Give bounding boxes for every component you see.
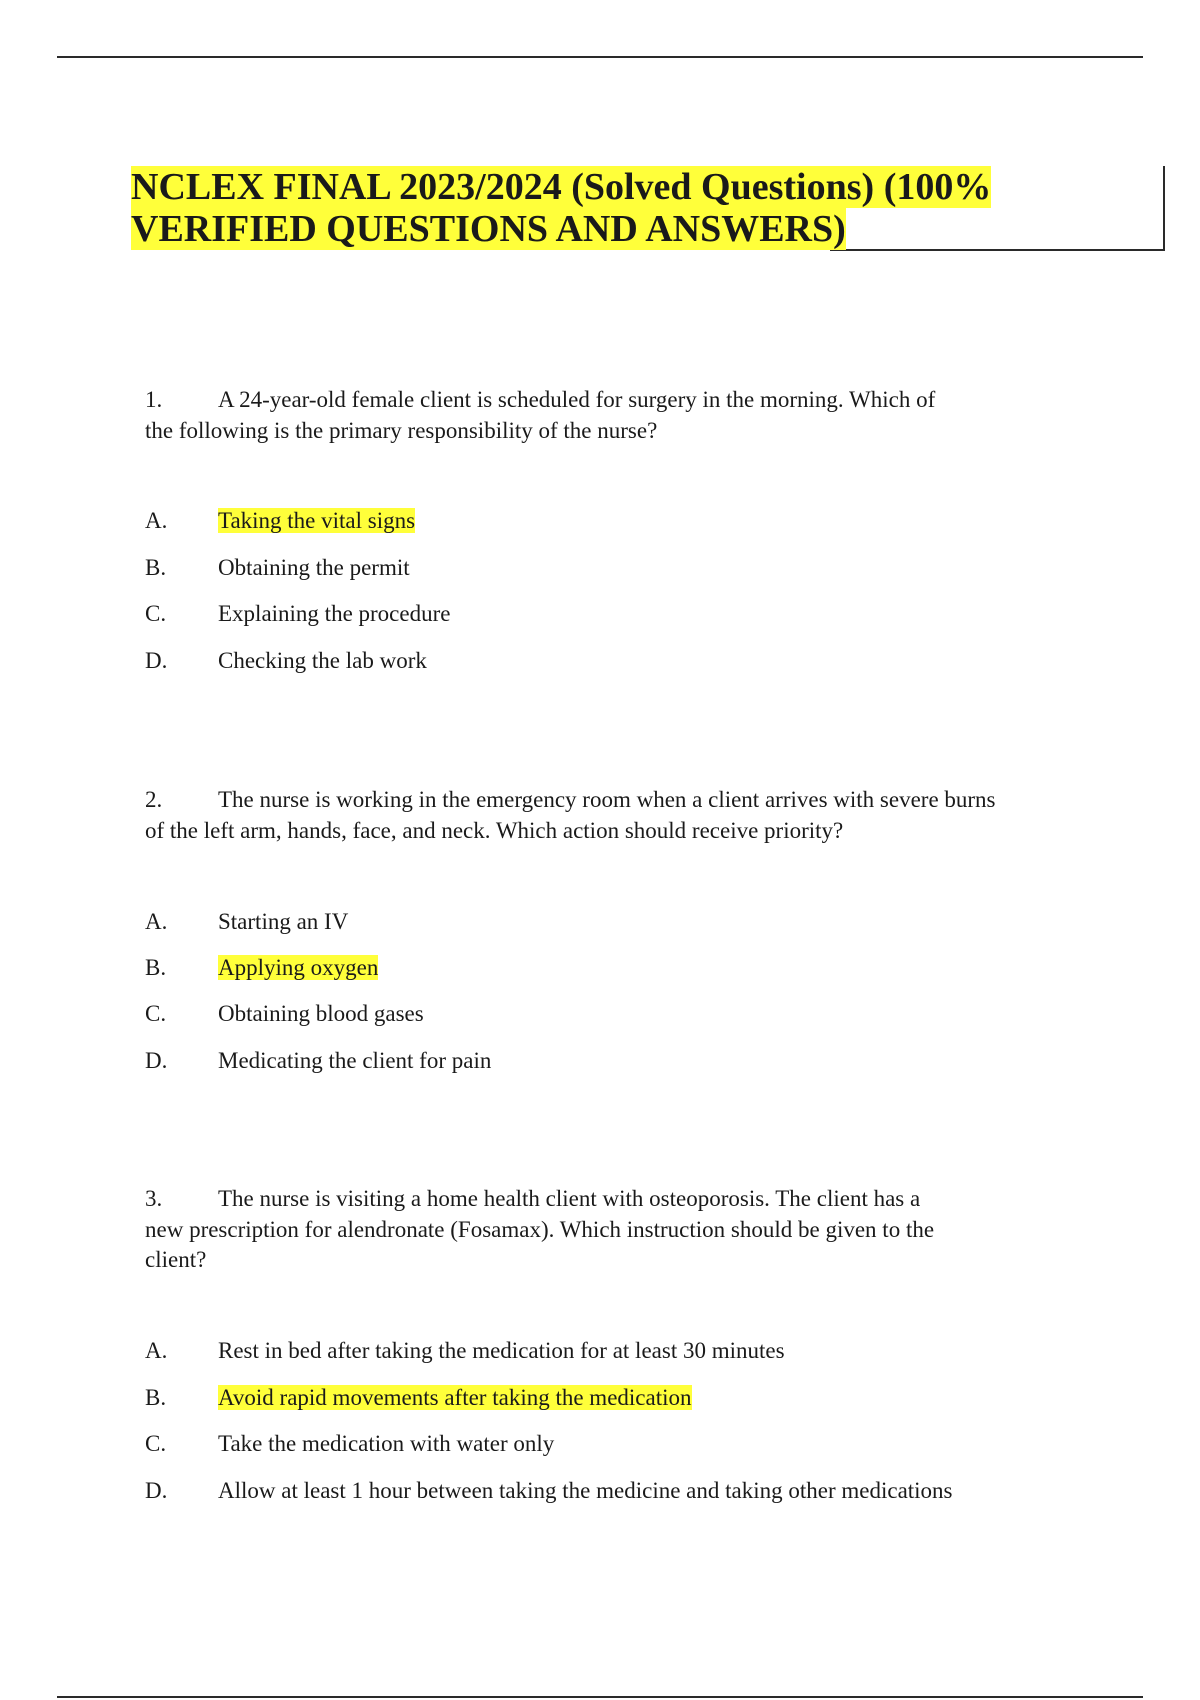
option-letter: A. bbox=[145, 1338, 168, 1363]
option-2b bbox=[145, 953, 378, 983]
page-top-rule bbox=[57, 56, 1143, 58]
option-2c bbox=[145, 999, 424, 1029]
title-frame-right-border bbox=[1163, 166, 1165, 250]
option-2d bbox=[145, 1046, 491, 1076]
question-text-rest: the following is the primary responsibility of the nurse? bbox=[145, 417, 658, 443]
question-3 bbox=[145, 1184, 1045, 1276]
option-letter: B. bbox=[145, 955, 167, 980]
option-letter: B. bbox=[145, 555, 167, 580]
question-text-lead: A 24-year-old female client is scheduled for surgery in the morning. Which of bbox=[218, 387, 936, 412]
option-1b bbox=[145, 553, 410, 583]
question-text-rest: of the left arm, hands, face, and neck. Which action should receive priority? bbox=[145, 817, 844, 843]
option-3b bbox=[145, 1383, 692, 1413]
option-1a bbox=[145, 506, 415, 536]
document-title bbox=[131, 166, 1031, 250]
option-letter: D. bbox=[145, 648, 168, 673]
option-1d bbox=[145, 646, 427, 676]
option-text-highlighted: Avoid rapid movements after taking the medication bbox=[218, 1385, 692, 1410]
option-2a bbox=[145, 907, 348, 937]
option-letter: C. bbox=[145, 601, 167, 626]
option-letter: D. bbox=[145, 1478, 168, 1503]
option-text: Take the medication with water only bbox=[218, 1431, 555, 1456]
option-letter: D. bbox=[145, 1048, 168, 1073]
option-1c bbox=[145, 599, 450, 629]
option-text: Starting an IV bbox=[218, 909, 349, 934]
option-letter: C. bbox=[145, 1431, 167, 1456]
question-2 bbox=[145, 785, 1105, 846]
option-letter: B. bbox=[145, 1385, 167, 1410]
question-text-rest-2: client? bbox=[145, 1247, 207, 1272]
option-text: Medicating the client for pain bbox=[218, 1048, 492, 1073]
option-text: Obtaining the permit bbox=[218, 555, 410, 580]
question-number: 2. bbox=[145, 787, 163, 812]
question-number: 1. bbox=[145, 387, 163, 412]
question-text-rest: new prescription for alendronate (Fosamax). Which instruction should be given to the bbox=[145, 1216, 935, 1242]
option-text: Rest in bed after taking the medication for at least 30 minutes bbox=[218, 1338, 785, 1363]
option-text: Checking the lab work bbox=[218, 648, 427, 673]
option-3c bbox=[145, 1429, 554, 1459]
title-line-1: NCLEX FINAL 2023/2024 (Solved Questions) (100% bbox=[131, 166, 992, 208]
question-1 bbox=[145, 385, 1045, 446]
question-text-lead: The nurse is working in the emergency room when a client arrives with severe burns bbox=[218, 787, 996, 812]
option-text: Obtaining blood gases bbox=[218, 1001, 424, 1026]
question-text-lead: The nurse is visiting a home health client with osteoporosis. The client has a bbox=[218, 1186, 921, 1211]
option-3d bbox=[145, 1476, 953, 1506]
option-text-highlighted: Taking the vital signs bbox=[218, 508, 416, 533]
page-bottom-rule bbox=[57, 1696, 1143, 1698]
option-letter: A. bbox=[145, 508, 168, 533]
option-letter: C. bbox=[145, 1001, 167, 1026]
option-text: Explaining the procedure bbox=[218, 601, 451, 626]
option-letter: A. bbox=[145, 909, 168, 934]
option-text-highlighted: Applying oxygen bbox=[218, 955, 379, 980]
question-number: 3. bbox=[145, 1186, 163, 1211]
option-3a bbox=[145, 1336, 785, 1366]
title-line-2: VERIFIED QUESTIONS AND ANSWERS) bbox=[131, 208, 846, 250]
option-text: Allow at least 1 hour between taking the medicine and taking other medications bbox=[218, 1478, 953, 1503]
